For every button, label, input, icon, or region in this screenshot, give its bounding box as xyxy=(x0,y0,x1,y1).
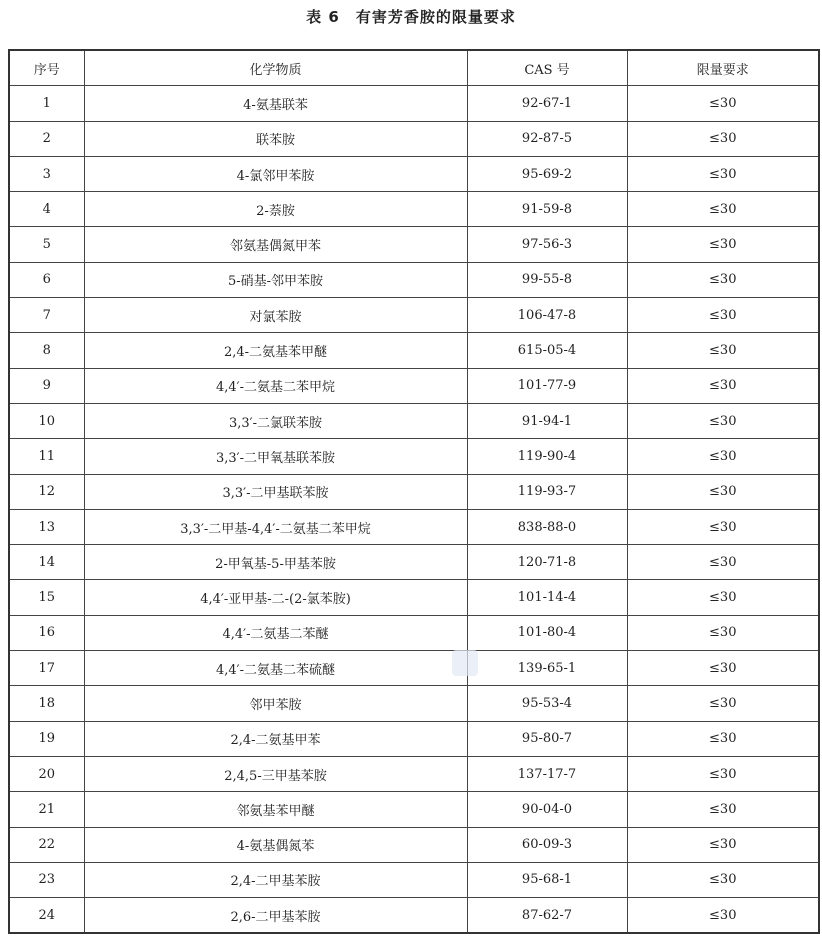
cell-index: 14 xyxy=(9,545,84,580)
cell-index: 9 xyxy=(9,368,84,403)
cell-cas: 92-87-5 xyxy=(467,121,627,156)
cell-index: 2 xyxy=(9,121,84,156)
cell-cas: 137-17-7 xyxy=(467,756,627,791)
cell-limit: ≤30 xyxy=(627,651,819,686)
cell-substance: 4,4′-亚甲基-二-(2-氯苯胺) xyxy=(84,580,467,615)
cell-limit: ≤30 xyxy=(627,86,819,121)
cell-cas: 119-90-4 xyxy=(467,439,627,474)
table-row xyxy=(9,403,819,438)
cell-cas: 92-67-1 xyxy=(467,86,627,121)
cell-limit: ≤30 xyxy=(627,403,819,438)
cell-limit: ≤30 xyxy=(627,368,819,403)
cell-cas: 120-71-8 xyxy=(467,545,627,580)
cell-index: 21 xyxy=(9,792,84,827)
aromatic-amine-limits-table xyxy=(8,49,820,934)
cell-limit: ≤30 xyxy=(627,439,819,474)
cell-cas: 60-09-3 xyxy=(467,827,627,862)
table-row xyxy=(9,792,819,827)
cell-limit: ≤30 xyxy=(627,792,819,827)
cell-index: 7 xyxy=(9,298,84,333)
cell-index: 6 xyxy=(9,262,84,297)
cell-limit: ≤30 xyxy=(627,509,819,544)
table-row xyxy=(9,192,819,227)
cell-substance: 2,4-二氨基甲苯 xyxy=(84,721,467,756)
cell-cas: 139-65-1 xyxy=(467,651,627,686)
cell-substance: 对氯苯胺 xyxy=(84,298,467,333)
cell-limit: ≤30 xyxy=(627,827,819,862)
table-row xyxy=(9,827,819,862)
table-row xyxy=(9,862,819,897)
cell-cas: 101-14-4 xyxy=(467,580,627,615)
cell-cas: 838-88-0 xyxy=(467,509,627,544)
cell-limit: ≤30 xyxy=(627,721,819,756)
table-row xyxy=(9,333,819,368)
cell-limit: ≤30 xyxy=(627,156,819,191)
cell-cas: 95-53-4 xyxy=(467,686,627,721)
cell-cas: 97-56-3 xyxy=(467,227,627,262)
cell-cas: 95-69-2 xyxy=(467,156,627,191)
cell-cas: 106-47-8 xyxy=(467,298,627,333)
cell-substance: 4,4′-二氨基二苯硫醚 xyxy=(84,651,467,686)
cell-index: 17 xyxy=(9,651,84,686)
cell-limit: ≤30 xyxy=(627,545,819,580)
table-row xyxy=(9,756,819,791)
cell-substance: 联苯胺 xyxy=(84,121,467,156)
table-row xyxy=(9,368,819,403)
table-row xyxy=(9,156,819,191)
cell-index: 23 xyxy=(9,862,84,897)
table-row xyxy=(9,651,819,686)
cell-cas: 95-68-1 xyxy=(467,862,627,897)
cell-cas: 119-93-7 xyxy=(467,474,627,509)
table-row xyxy=(9,580,819,615)
cell-limit: ≤30 xyxy=(627,756,819,791)
table-row xyxy=(9,615,819,650)
cell-substance: 2,4-二氨基苯甲醚 xyxy=(84,333,467,368)
cell-index: 4 xyxy=(9,192,84,227)
header-row xyxy=(9,50,819,86)
cell-index: 20 xyxy=(9,756,84,791)
table-row xyxy=(9,121,819,156)
cell-index: 8 xyxy=(9,333,84,368)
table-row xyxy=(9,262,819,297)
cell-cas: 91-94-1 xyxy=(467,403,627,438)
table-row xyxy=(9,439,819,474)
cell-index: 16 xyxy=(9,615,84,650)
cell-substance: 3,3′-二甲基联苯胺 xyxy=(84,474,467,509)
cell-cas: 615-05-4 xyxy=(467,333,627,368)
cell-limit: ≤30 xyxy=(627,227,819,262)
table-title: 表 6 有害芳香胺的限量要求 xyxy=(306,8,516,26)
header-substance: 化学物质 xyxy=(84,50,467,86)
cell-substance: 5-硝基-邻甲苯胺 xyxy=(84,262,467,297)
table-row xyxy=(9,721,819,756)
table-row xyxy=(9,474,819,509)
cell-limit: ≤30 xyxy=(627,121,819,156)
cell-substance: 2,4,5-三甲基苯胺 xyxy=(84,756,467,791)
cell-substance: 3,3′-二氯联苯胺 xyxy=(84,403,467,438)
cell-substance: 3,3′-二甲氧基联苯胺 xyxy=(84,439,467,474)
table-row xyxy=(9,298,819,333)
watermark-logo xyxy=(452,650,478,676)
cell-index: 3 xyxy=(9,156,84,191)
cell-limit: ≤30 xyxy=(627,898,819,934)
header-index: 序号 xyxy=(9,50,84,86)
cell-substance: 邻氨基偶氮甲苯 xyxy=(84,227,467,262)
cell-cas: 90-04-0 xyxy=(467,792,627,827)
cell-index: 18 xyxy=(9,686,84,721)
cell-limit: ≤30 xyxy=(627,686,819,721)
cell-substance: 2-甲氧基-5-甲基苯胺 xyxy=(84,545,467,580)
cell-limit: ≤30 xyxy=(627,192,819,227)
cell-index: 24 xyxy=(9,898,84,934)
cell-cas: 101-80-4 xyxy=(467,615,627,650)
cell-cas: 101-77-9 xyxy=(467,368,627,403)
cell-index: 11 xyxy=(9,439,84,474)
cell-cas: 99-55-8 xyxy=(467,262,627,297)
cell-substance: 邻甲苯胺 xyxy=(84,686,467,721)
table-row xyxy=(9,509,819,544)
cell-cas: 91-59-8 xyxy=(467,192,627,227)
header-cas: CAS 号 xyxy=(467,50,627,86)
cell-substance: 4-氯邻甲苯胺 xyxy=(84,156,467,191)
cell-substance: 4,4′-二氨基二苯甲烷 xyxy=(84,368,467,403)
cell-limit: ≤30 xyxy=(627,298,819,333)
cell-index: 5 xyxy=(9,227,84,262)
cell-limit: ≤30 xyxy=(627,474,819,509)
table-row xyxy=(9,86,819,121)
cell-index: 19 xyxy=(9,721,84,756)
cell-limit: ≤30 xyxy=(627,862,819,897)
cell-cas: 87-62-7 xyxy=(467,898,627,934)
cell-limit: ≤30 xyxy=(627,580,819,615)
cell-substance: 2-萘胺 xyxy=(84,192,467,227)
cell-limit: ≤30 xyxy=(627,262,819,297)
cell-substance: 2,6-二甲基苯胺 xyxy=(84,898,467,934)
cell-index: 10 xyxy=(9,403,84,438)
header-limit: 限量要求 xyxy=(627,50,819,86)
cell-index: 13 xyxy=(9,509,84,544)
cell-substance: 4,4′-二氨基二苯醚 xyxy=(84,615,467,650)
cell-index: 12 xyxy=(9,474,84,509)
cell-index: 15 xyxy=(9,580,84,615)
cell-limit: ≤30 xyxy=(627,333,819,368)
cell-substance: 2,4-二甲基苯胺 xyxy=(84,862,467,897)
table-row xyxy=(9,227,819,262)
cell-substance: 3,3′-二甲基-4,4′-二氨基二苯甲烷 xyxy=(84,509,467,544)
cell-substance: 4-氨基联苯 xyxy=(84,86,467,121)
cell-index: 1 xyxy=(9,86,84,121)
cell-limit: ≤30 xyxy=(627,615,819,650)
table-row xyxy=(9,686,819,721)
cell-index: 22 xyxy=(9,827,84,862)
cell-substance: 邻氨基苯甲醚 xyxy=(84,792,467,827)
table-row xyxy=(9,545,819,580)
table-row xyxy=(9,898,819,934)
cell-substance: 4-氨基偶氮苯 xyxy=(84,827,467,862)
cell-cas: 95-80-7 xyxy=(467,721,627,756)
